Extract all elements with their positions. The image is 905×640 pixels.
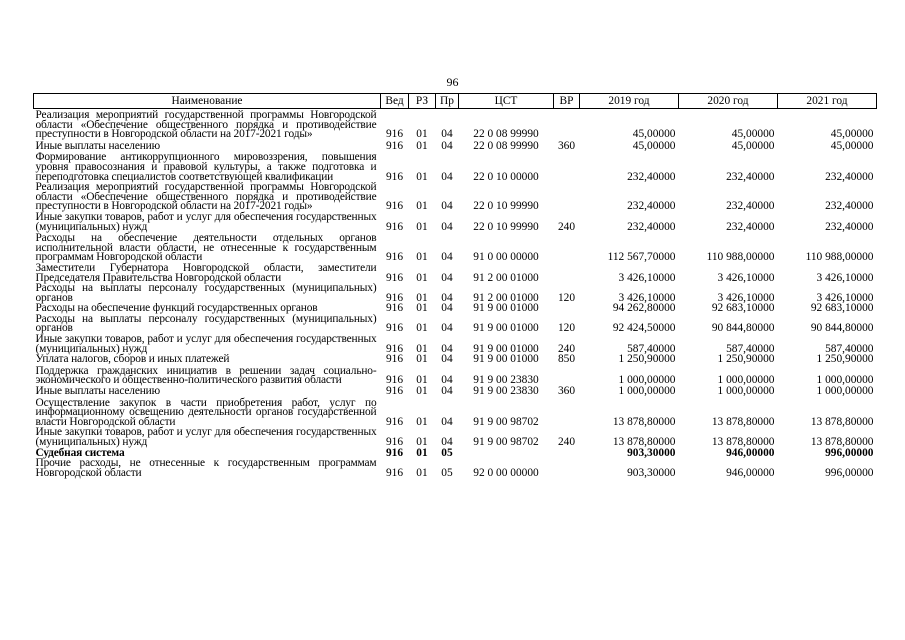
cell-2019: 45,00000 (632, 128, 676, 141)
cell-2019: 1 000,00000 (618, 374, 676, 387)
table-row (34, 212, 877, 232)
cell-cst: 91 9 00 23830 (473, 374, 539, 387)
cell-2021: 13 878,80000 (810, 436, 874, 448)
cell-vr (554, 458, 580, 478)
cell-2019: 45,00000 (632, 139, 676, 152)
cell-name: Иные закупки товаров, работ и услуг для обеспечения государственных (муниципальных) нужд (35, 426, 377, 448)
table-row (34, 140, 877, 152)
cell-2020: 587,40000 (726, 342, 775, 355)
cell-cst: 91 9 00 98702 (473, 415, 539, 428)
cell-ved: 916 (385, 385, 404, 398)
cell-cst: 91 9 00 98702 (473, 436, 539, 448)
cell-rz: 01 (416, 291, 428, 304)
cell-pr: 04 (441, 374, 453, 387)
cell-2020: 1 000,00000 (717, 374, 775, 387)
cell-name: Расходы на обеспечение функций государственных органов (35, 302, 318, 315)
cell-name: Заместители Губернатора Новгородской области, заместители Председателя Правительства Новгородской области (35, 261, 377, 284)
cell-name: Иные закупки товаров, работ и услуг для обеспечения государственных (муниципальных) нужд (35, 333, 377, 355)
table-row (34, 283, 877, 303)
cell-name: Реализация мероприятий государственной программы Новгородской области «Обеспечение общественного порядка и противодействие преступности в Новгородской области на 2017-2021 годы» (35, 181, 377, 213)
cell-name: Иные закупки товаров, работ и услуг для обеспечения государственных (муниципальных) нужд (35, 210, 377, 233)
cell-name: Поддержка гражданских инициатив в решении задач социально-экономического и общественно-политического развития области (35, 364, 377, 387)
header-2020: 2020 год (679, 94, 778, 109)
header-ved: Вед (381, 94, 409, 109)
cell-vr (554, 109, 580, 140)
cell-ved: 916 (385, 322, 404, 335)
cell-rz: 01 (416, 436, 428, 448)
cell-2020: 90 844,80000 (711, 322, 775, 335)
cell-pr: 04 (441, 271, 453, 284)
cell-2021: 92 683,10000 (810, 302, 874, 315)
cell-vr (554, 263, 580, 283)
table-row (34, 182, 877, 212)
cell-pr: 04 (441, 322, 453, 335)
cell-2020: 1 000,00000 (717, 385, 775, 398)
cell-cst: 91 9 00 01000 (473, 302, 539, 315)
table-row (34, 397, 877, 428)
cell-vr: 850 (557, 353, 576, 366)
cell-ved: 916 (385, 200, 404, 213)
cell-rz: 01 (416, 271, 428, 284)
cell-cst: 22 0 08 99990 (473, 139, 539, 152)
cell-2019: 3 426,10000 (618, 271, 676, 284)
cell-2019: 3 426,10000 (618, 291, 676, 304)
cell-rz: 01 (416, 466, 428, 479)
cell-cst: 91 0 00 00000 (473, 251, 539, 264)
cell-2021: 45,00000 (830, 139, 874, 152)
cell-ved: 916 (385, 466, 404, 479)
cell-name: Прочие расходы, не отнесенные к государственным программам Новгородской области (35, 457, 377, 479)
cell-2021: 996,00000 (825, 446, 874, 459)
cell-vr: 120 (557, 322, 576, 335)
cell-2019: 13 878,80000 (612, 415, 676, 428)
cell-2021: 1 000,00000 (816, 385, 874, 398)
table-row (34, 354, 877, 365)
cell-2020: 1 250,90000 (717, 353, 775, 366)
cell-pr: 04 (441, 436, 453, 448)
cell-2020: 232,40000 (726, 200, 775, 213)
cell-name: Формирование антикоррупционного мировоззрения, повышения уровня правосознания и правовой культуры, а также подготовка и переподготовка специалистов соответствующей квалификации (35, 151, 377, 183)
cell-pr: 04 (441, 200, 453, 213)
cell-ved: 916 (385, 436, 404, 448)
cell-name: Иные выплаты населению (35, 139, 160, 152)
cell-cst: 91 9 00 01000 (473, 322, 539, 335)
cell-rz: 01 (416, 385, 428, 398)
cell-vr: 240 (557, 220, 576, 233)
cell-2019: 92 424,50000 (612, 322, 676, 335)
page-number: 96 (446, 75, 459, 89)
cell-pr: 04 (441, 415, 453, 428)
cell-2019: 232,40000 (627, 220, 676, 233)
cell-rz: 01 (416, 170, 428, 183)
cell-vr: 360 (557, 385, 576, 398)
cell-2020: 45,00000 (731, 128, 775, 141)
cell-2020: 232,40000 (726, 170, 775, 183)
cell-2021: 13 878,80000 (810, 415, 874, 428)
cell-2020: 92 683,10000 (711, 302, 775, 315)
cell-ved: 916 (385, 251, 404, 264)
cell-vr (554, 182, 580, 212)
cell-pr: 04 (441, 342, 453, 355)
cell-cst: 91 9 00 01000 (473, 353, 539, 366)
cell-cst: 22 0 10 00000 (473, 170, 539, 183)
header-2021: 2021 год (778, 94, 877, 109)
cell-rz: 01 (416, 374, 428, 387)
cell-ved: 916 (385, 291, 404, 304)
table-row (34, 334, 877, 354)
cell-pr: 04 (441, 128, 453, 141)
table-row (34, 151, 877, 182)
cell-ved: 916 (385, 374, 404, 387)
cell-ved: 916 (385, 353, 404, 366)
cell-2021: 232,40000 (825, 200, 874, 213)
table-row (34, 232, 877, 263)
cell-pr: 04 (441, 291, 453, 304)
cell-ved: 916 (385, 128, 404, 141)
cell-ved: 916 (385, 446, 404, 459)
cell-2021: 1 250,90000 (816, 353, 874, 366)
table-row (34, 365, 877, 386)
cell-2020: 13 878,80000 (711, 436, 775, 448)
cell-pr: 04 (441, 385, 453, 398)
cell-2019: 587,40000 (627, 342, 676, 355)
cell-2021: 110 988,00000 (805, 251, 874, 264)
cell-ved: 916 (385, 271, 404, 284)
cell-name: Расходы на обеспечение деятельности отдельных органов исполнительной власти области, не отнесенные к государственным программам Новгородской области (35, 232, 377, 264)
header-2019: 2019 год (580, 94, 679, 109)
table-row (34, 386, 877, 397)
header-pr: Пр (436, 94, 459, 109)
cell-rz: 01 (416, 353, 428, 366)
cell-2020: 110 988,00000 (706, 251, 775, 264)
cell-pr: 04 (441, 302, 453, 315)
cell-2019: 112 567,70000 (607, 251, 676, 264)
cell-2021: 1 000,00000 (816, 374, 874, 387)
cell-2021: 90 844,80000 (810, 322, 874, 335)
table-row (34, 109, 877, 140)
cell-cst: 91 2 00 01000 (473, 271, 539, 284)
cell-pr: 05 (441, 446, 453, 459)
cell-pr: 04 (441, 139, 453, 152)
cell-vr: 240 (557, 436, 576, 448)
cell-2021: 3 426,10000 (816, 291, 874, 304)
cell-ved: 916 (385, 302, 404, 315)
cell-pr: 05 (441, 466, 453, 479)
cell-2020: 13 878,80000 (711, 415, 775, 428)
cell-vr (554, 303, 580, 314)
cell-cst: 22 0 08 99990 (473, 128, 539, 141)
table-row (34, 458, 877, 478)
cell-ved: 916 (385, 342, 404, 355)
cell-2021: 232,40000 (825, 220, 874, 233)
cell-rz: 01 (416, 251, 428, 264)
cell-2019: 1 250,90000 (618, 353, 676, 366)
table-row (34, 314, 877, 334)
cell-name: Осуществление закупок в части приобретения работ, услуг по информационному освещению деятельности органов государственной власти Новгородской области (35, 396, 377, 428)
cell-pr: 04 (441, 170, 453, 183)
cell-2020: 946,00000 (726, 466, 775, 479)
cell-ved: 916 (385, 415, 404, 428)
cell-rz: 01 (416, 342, 428, 355)
cell-cst: 92 0 00 00000 (473, 466, 539, 479)
cell-2019: 1 000,00000 (618, 385, 676, 398)
cell-2021: 996,00000 (825, 466, 874, 479)
cell-name: Уплата налогов, сборов и иных платежей (35, 353, 230, 366)
cell-2019: 232,40000 (627, 200, 676, 213)
cell-pr: 04 (441, 353, 453, 366)
cell-2019: 232,40000 (627, 170, 676, 183)
cell-name: Реализация мероприятий государственной программы Новгородской области «Обеспечение общественного порядка и противодействие преступности в Новгородской области на 2017-2021 годы» (35, 109, 377, 141)
cell-cst: 22 0 10 99990 (473, 200, 539, 213)
cell-cst: 22 0 10 99990 (473, 220, 539, 233)
cell-vr: 120 (557, 291, 576, 304)
cell-rz: 01 (416, 200, 428, 213)
header-name: Наименование (34, 94, 381, 109)
header-cst: ЦСТ (459, 94, 554, 109)
cell-rz: 01 (416, 446, 428, 459)
cell-2021: 45,00000 (830, 128, 874, 141)
cell-2021: 587,40000 (825, 342, 874, 355)
table-row (34, 263, 877, 283)
cell-2020: 232,40000 (726, 220, 775, 233)
cell-vr (554, 397, 580, 428)
cell-rz: 01 (416, 139, 428, 152)
cell-vr (554, 448, 580, 459)
cell-name: Иные выплаты населению (35, 385, 160, 398)
cell-pr: 04 (441, 251, 453, 264)
cell-vr (554, 232, 580, 263)
cell-vr (554, 151, 580, 182)
cell-2019: 13 878,80000 (612, 436, 676, 448)
cell-pr: 04 (441, 220, 453, 233)
cell-2019: 903,30000 (627, 466, 676, 479)
cell-rz: 01 (416, 322, 428, 335)
header-rz: РЗ (409, 94, 436, 109)
cell-ved: 916 (385, 170, 404, 183)
cell-vr: 360 (557, 139, 576, 152)
cell-ved: 916 (385, 220, 404, 233)
cell-cst (459, 448, 554, 459)
table-header-row (34, 94, 877, 109)
cell-vr (554, 365, 580, 386)
budget-table (33, 93, 877, 478)
cell-2020: 3 426,10000 (717, 291, 775, 304)
cell-rz: 01 (416, 220, 428, 233)
table-body (34, 109, 877, 479)
cell-2019: 94 262,80000 (612, 302, 676, 315)
cell-2020: 3 426,10000 (717, 271, 775, 284)
table-row (34, 427, 877, 447)
cell-vr: 240 (557, 342, 576, 355)
cell-rz: 01 (416, 128, 428, 141)
cell-name: Расходы на выплаты персоналу государственных (муниципальных) органов (35, 312, 377, 335)
header-vr: ВР (554, 94, 580, 109)
cell-rz: 01 (416, 302, 428, 315)
cell-2021: 232,40000 (825, 170, 874, 183)
cell-cst: 91 9 00 01000 (473, 342, 539, 355)
cell-cst: 91 2 00 01000 (473, 291, 539, 304)
cell-2019: 903,30000 (627, 446, 676, 459)
cell-2021: 3 426,10000 (816, 271, 874, 284)
cell-name: Расходы на выплаты персоналу государственных (муниципальных) органов (35, 282, 377, 304)
cell-2020: 45,00000 (731, 139, 775, 152)
cell-rz: 01 (416, 415, 428, 428)
cell-name: Судебная система (35, 446, 125, 459)
cell-2020: 946,00000 (726, 446, 775, 459)
cell-cst: 91 9 00 23830 (473, 385, 539, 398)
cell-ved: 916 (385, 139, 404, 152)
